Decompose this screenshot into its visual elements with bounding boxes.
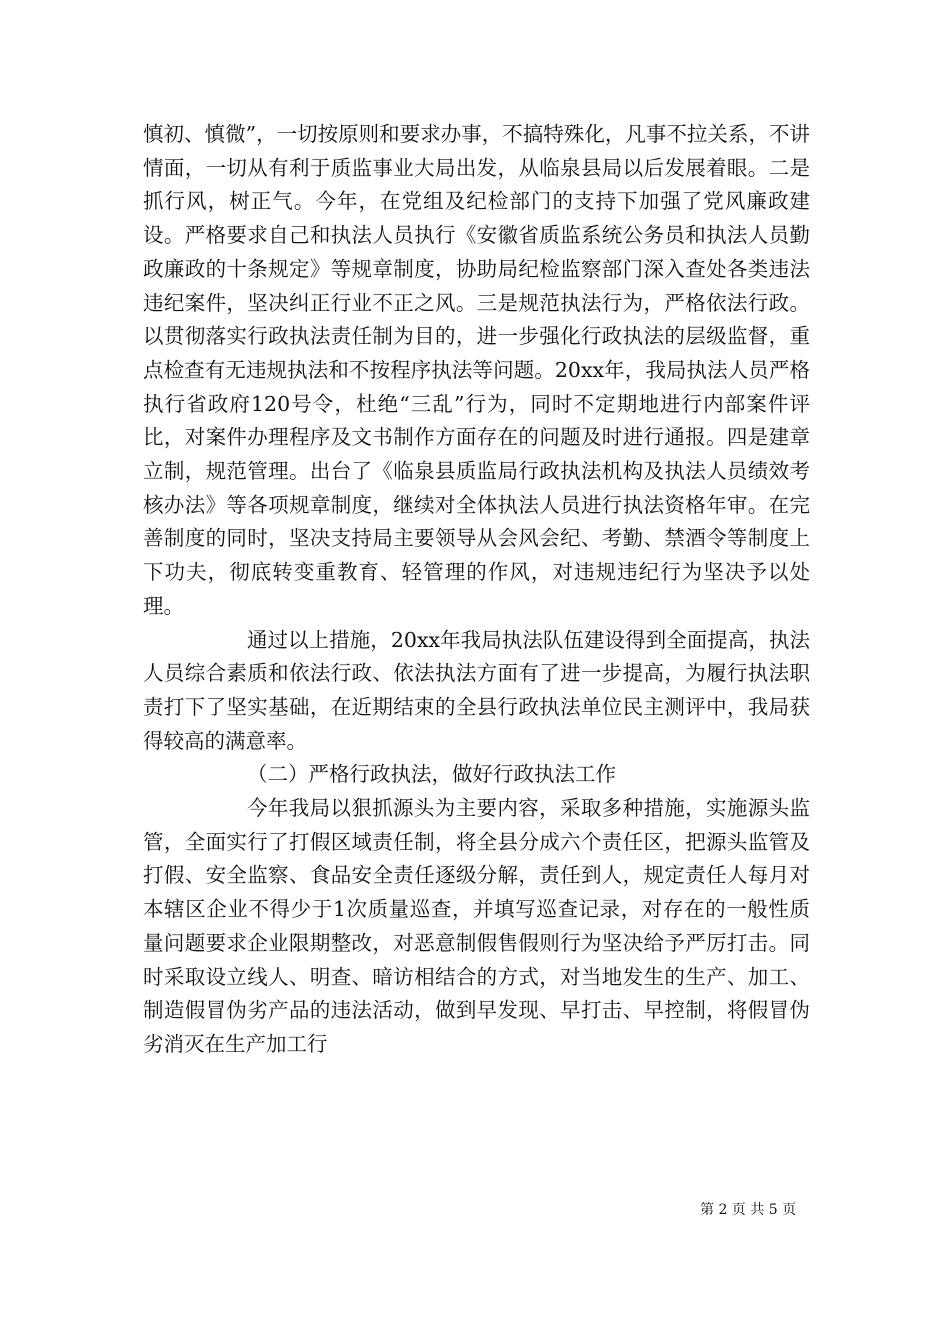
paragraph-continuation: 慎初、慎微”，一切按原则和要求办事，不搞特殊化，凡事不拉关系，不讲情面，一切从有利于质监事业大局出发，从临泉县局以后发展着眼。二是抓行风，树正气。今年，在党组及纪检部门的支持下加强了党风廉政建设。严格要求自己和执法人员执行《安徽省质监系统公务员和执法人员勤政廉政的十条规定》等规章制度，协助局纪检监察部门深入查处各类违法违纪案件，坚决纠正行业不正之风。三是规范执法行为，严格依法行政。以贯彻落实行政执法责任制为目的，进一步强化行政执法的层级监督，重点检查有无违规执法和不按程序执法等问题。20xx年，我局执法人员严格执行省政府120号令，杜绝“三乱”行为，同时不定期地进行内部案件评比，对案件办理程序及文书制作方面存在的问题及时进行通报。四是建章立制，规范管理。出台了《临泉县质监局行政执法机构及执法人员绩效考核办法》等各项规章制度，继续对全体执法人员进行执法资格年审。在完善制度的同时，坚决支持局主要领导从会风会纪、考勤、禁酒令等制度上下功夫，彻底转变重教育、轻管理的作风，对违规违纪行为坚决予以处理。 [143,122,810,618]
paragraph-measures-summary: 通过以上措施，20xx年我局执法队伍建设得到全面提高，执法人员综合素质和依法行政、依法执法方面有了进一步提高，为履行执法职责打下了坚实基础，在近期结束的全县行政执法单位民主测评中，我局获得较高的满意率。 [143,627,810,753]
section-heading: （二）严格行政执法，做好行政执法工作 [247,762,616,787]
paragraph-enforcement: 今年我局以狠抓源头为主要内容，采取多种措施，实施源头监管，全面实行了打假区域责任制，将全县分成六个责任区，把源头监管及打假、安全监察、食品安全责任逐级分解，责任到人，规定责任人每月对本辖区企业不得少于1次质量巡查，并填写巡查记录，对存在的一般性质量问题要求企业限期整改，对恶意制假售假则行为坚决给予严厉打击。同时采取设立线人、明查、暗访相结合的方式，对当地发生的生产、加工、制造假冒伪劣产品的违法活动，做到早发现、早打击、早控制，将假冒伪劣消灭在生产加工行 [143,796,810,1056]
document-body [143,118,810,1062]
page-number-footer: 第 2 页 共 5 页 [700,1202,797,1218]
